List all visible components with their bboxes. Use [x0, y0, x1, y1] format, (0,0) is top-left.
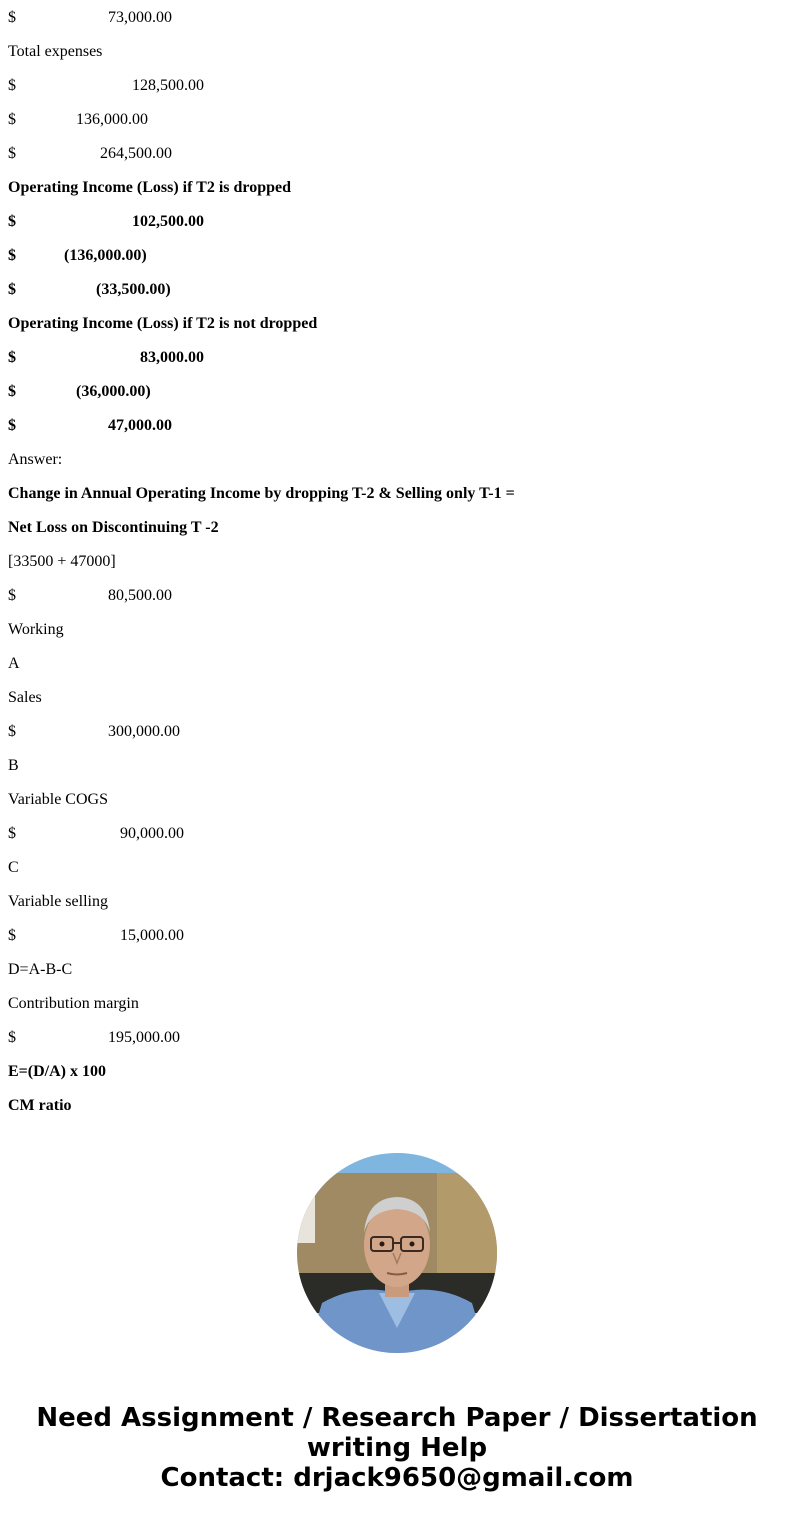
amount-value: 300,000.00: [20, 723, 180, 740]
currency-symbol: $: [8, 417, 16, 434]
text-line: Net Loss on Discontinuing T -2: [8, 519, 219, 536]
document-body: [8, 0, 788, 1122]
currency-symbol: $: [8, 1029, 16, 1046]
amount-value: (36,000.00): [20, 383, 151, 400]
amount-value: 102,500.00: [20, 213, 204, 230]
currency-symbol: $: [8, 349, 16, 366]
promo-line-1: Need Assignment / Research Paper / Dissertation: [36, 1403, 758, 1433]
text-line: C: [8, 859, 19, 876]
text-line: Sales: [8, 689, 42, 706]
amount-line: [8, 714, 788, 748]
text-line: B: [8, 757, 19, 774]
text-line: [33500 + 47000]: [8, 553, 116, 570]
amount-line: [8, 408, 788, 442]
amount-value: (136,000.00): [20, 247, 147, 264]
text-line: CM ratio: [8, 1097, 72, 1114]
amount-value: 15,000.00: [20, 927, 184, 944]
text-line: Operating Income (Loss) if T2 is dropped: [8, 179, 291, 196]
text-line: D=A-B-C: [8, 961, 73, 978]
text-line: Change in Annual Operating Income by dropping T-2 & Selling only T-1 =: [8, 485, 515, 502]
amount-line: [8, 68, 788, 102]
amount-value: 264,500.00: [20, 145, 172, 162]
amount-value: 128,500.00: [20, 77, 204, 94]
currency-symbol: $: [8, 587, 16, 604]
currency-symbol: $: [8, 383, 16, 400]
text-line: Contribution margin: [8, 995, 139, 1012]
currency-symbol: $: [8, 825, 16, 842]
currency-symbol: $: [8, 927, 16, 944]
amount-value: 195,000.00: [20, 1029, 180, 1046]
currency-symbol: $: [8, 77, 16, 94]
amount-value: 83,000.00: [20, 349, 204, 366]
amount-line: [8, 816, 788, 850]
amount-value: 80,500.00: [20, 587, 172, 604]
amount-line: [8, 272, 788, 306]
text-line: Operating Income (Loss) if T2 is not dropped: [8, 315, 318, 332]
tutor-avatar: [297, 1153, 497, 1353]
text-line: Total expenses: [8, 43, 103, 60]
currency-symbol: $: [8, 145, 16, 162]
currency-symbol: $: [8, 9, 16, 26]
amount-line: [8, 238, 788, 272]
text-line: A: [8, 655, 20, 672]
currency-symbol: $: [8, 213, 16, 230]
text-line: Working: [8, 621, 64, 638]
amount-line: [8, 578, 788, 612]
currency-symbol: $: [8, 247, 16, 264]
amount-value: 47,000.00: [20, 417, 172, 434]
promo-banner: [0, 1403, 794, 1493]
promo-line-2: writing Help: [306, 1433, 488, 1463]
text-line: Answer:: [8, 451, 63, 468]
amount-value: 73,000.00: [20, 9, 172, 26]
amount-line: [8, 374, 788, 408]
amount-value: (33,500.00): [20, 281, 171, 298]
currency-symbol: $: [8, 281, 16, 298]
text-line: E=(D/A) x 100: [8, 1063, 106, 1080]
amount-line: [8, 918, 788, 952]
amount-line: [8, 1020, 788, 1054]
amount-value: 90,000.00: [20, 825, 184, 842]
tutor-portrait-icon: [297, 1153, 497, 1353]
amount-line: [8, 136, 788, 170]
promo-contact: Contact: drjack9650@gmail.com: [160, 1463, 634, 1493]
text-line: Variable selling: [8, 893, 108, 910]
amount-value: 136,000.00: [20, 111, 148, 128]
currency-symbol: $: [8, 723, 16, 740]
amount-line: [8, 0, 788, 34]
amount-line: [8, 340, 788, 374]
amount-line: [8, 102, 788, 136]
currency-symbol: $: [8, 111, 16, 128]
amount-line: [8, 204, 788, 238]
text-line: Variable COGS: [8, 791, 108, 808]
